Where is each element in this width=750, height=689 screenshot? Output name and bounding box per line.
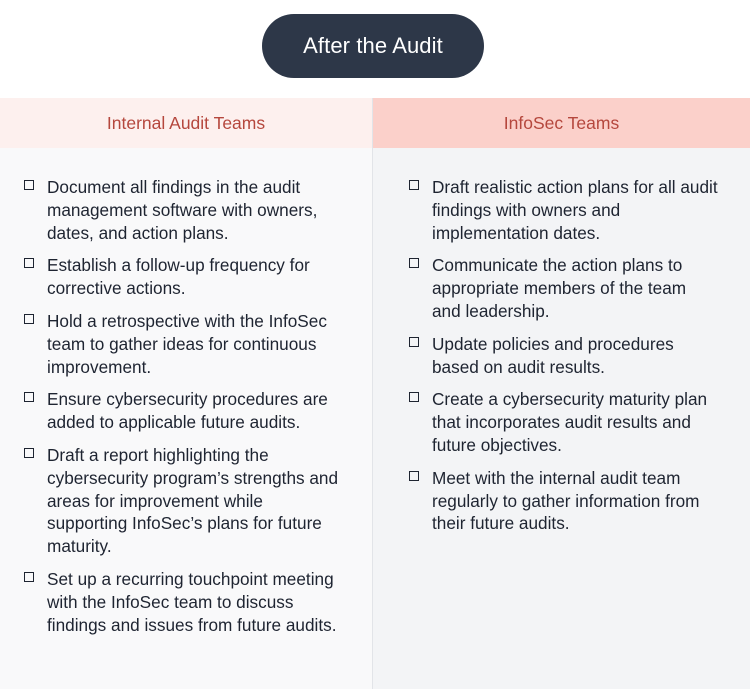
checkbox-icon[interactable] bbox=[409, 471, 419, 481]
checklist-item-text: Communicate the action plans to appropriate members of the team and leadership. bbox=[432, 255, 687, 321]
checklist-item-text: Create a cybersecurity maturity plan that incorporates audit results and future objectives. bbox=[432, 389, 708, 455]
checklist-item bbox=[24, 176, 344, 244]
checkbox-icon[interactable] bbox=[409, 392, 419, 402]
checklist-item-text: Update policies and procedures based on audit results. bbox=[432, 333, 674, 377]
checklist-item bbox=[409, 176, 719, 244]
checklist-item-text: Draft a report highlighting the cybersecurity program’s strengths and areas for improvement while supporting InfoSec’s plans for future maturity. bbox=[47, 444, 339, 557]
checkbox-icon[interactable] bbox=[24, 258, 34, 268]
checklist-item-text: Meet with the internal audit team regularly to gather information from their future audits. bbox=[432, 467, 700, 534]
checklist-item-text: Ensure cybersecurity procedures are added to applicable future audits. bbox=[47, 389, 328, 433]
checklist-item bbox=[409, 467, 719, 535]
checkbox-icon[interactable] bbox=[409, 337, 419, 347]
checklist-item-text: Draft realistic action plans for all audit findings with owners and implementation dates. bbox=[432, 177, 718, 243]
checklist-item bbox=[24, 310, 344, 378]
checkbox-icon[interactable] bbox=[24, 448, 34, 458]
checklist-item-text: Set up a recurring touchpoint meeting with the InfoSec team to discuss findings and issues from future audits. bbox=[47, 568, 337, 635]
internal-audit-checklist bbox=[24, 176, 344, 646]
checklist-item bbox=[24, 254, 344, 300]
checkbox-icon[interactable] bbox=[24, 572, 34, 582]
checklist-item bbox=[409, 254, 719, 322]
checklist-item-text: Establish a follow-up frequency for corrective actions. bbox=[47, 255, 310, 299]
checklist-item bbox=[24, 444, 344, 558]
infosec-checklist bbox=[409, 176, 719, 545]
internal-audit-header: Internal Audit Teams bbox=[0, 98, 372, 148]
checkbox-icon[interactable] bbox=[24, 314, 34, 324]
page-title: After the Audit bbox=[262, 14, 484, 78]
checklist-item bbox=[24, 568, 344, 636]
checkbox-icon[interactable] bbox=[409, 180, 419, 190]
checklist-item bbox=[409, 333, 719, 379]
checkbox-icon[interactable] bbox=[24, 392, 34, 402]
comparison-columns bbox=[0, 98, 750, 689]
checklist-item bbox=[24, 388, 344, 434]
checkbox-icon[interactable] bbox=[24, 180, 34, 190]
infosec-header: InfoSec Teams bbox=[373, 98, 750, 148]
checklist-item-text: Hold a retrospective with the InfoSec team to gather ideas for continuous improvement. bbox=[47, 310, 327, 377]
checklist-item-text: Document all findings in the audit management software with owners, dates, and action plans. bbox=[47, 177, 318, 243]
checklist-item bbox=[409, 388, 719, 456]
internal-audit-column bbox=[0, 98, 372, 689]
checkbox-icon[interactable] bbox=[409, 258, 419, 268]
infosec-column bbox=[372, 98, 750, 689]
